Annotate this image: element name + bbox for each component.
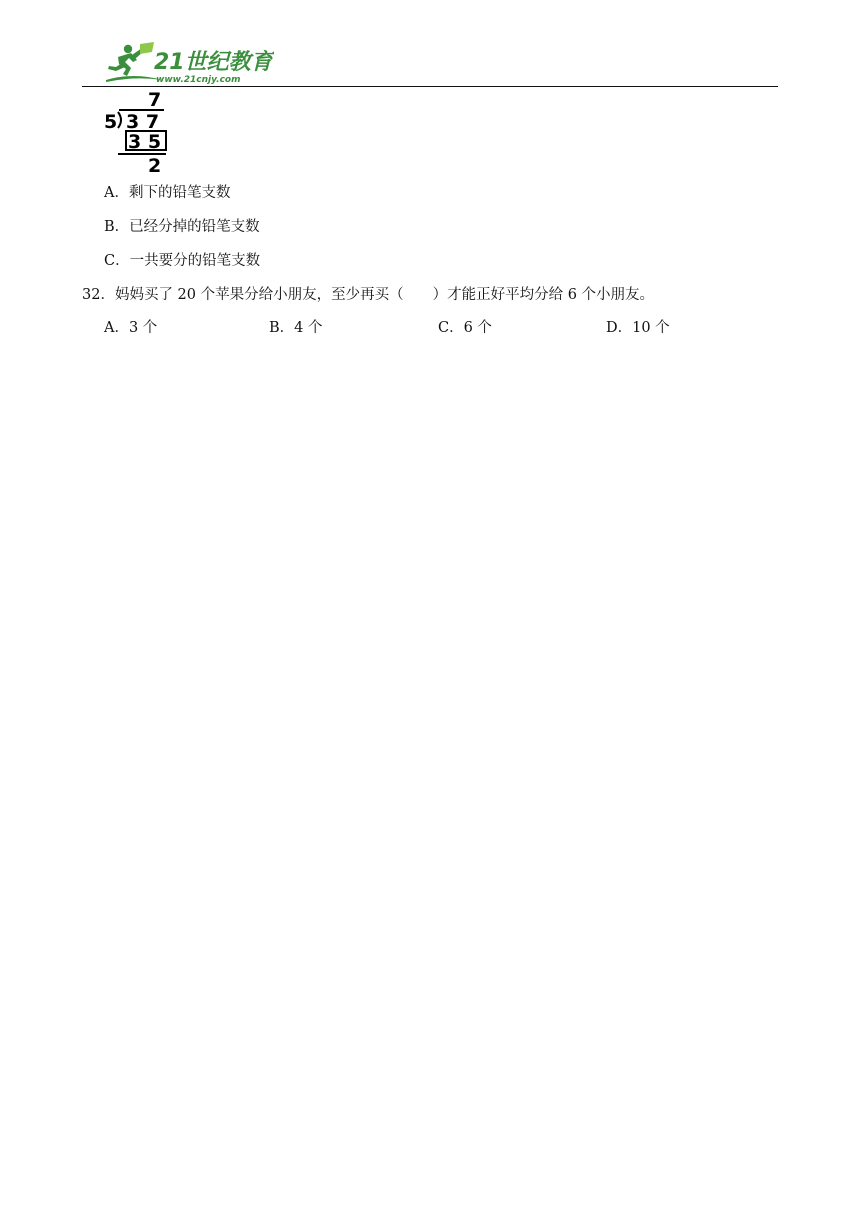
- q32-options: [104, 318, 744, 338]
- header-divider: [82, 86, 778, 87]
- page-header: [0, 0, 860, 90]
- logo-text: 21世纪教育: [154, 50, 273, 75]
- division-product: 3 5: [128, 131, 162, 153]
- q32-option-d: D．10 个: [606, 320, 670, 336]
- division-divisor: 5: [104, 111, 118, 133]
- swoosh-icon: [106, 76, 162, 82]
- q32-option-b: B．4 个: [269, 320, 323, 336]
- q31-option-a: A．剩下的铅笔支数: [104, 185, 231, 201]
- division-quotient: 7: [148, 89, 162, 111]
- runner-icon: [108, 45, 144, 76]
- q32-option-c: C．6 个: [438, 320, 492, 336]
- division-bracket: [118, 112, 121, 128]
- division-dividend: 3 7: [126, 111, 160, 133]
- q32-option-a: A．3 个: [104, 320, 158, 336]
- flag-icon: [140, 42, 154, 54]
- division-remainder: 2: [148, 155, 162, 174]
- long-division-figure: [102, 88, 174, 174]
- q31-option-c: C．一共要分的铅笔支数: [104, 253, 261, 269]
- q31-option-b: B．已经分掉的铅笔支数: [104, 219, 260, 235]
- logo-url: www.21cnjy.com: [156, 75, 241, 85]
- logo: [104, 40, 274, 86]
- q32-stem: 32．妈妈买了 20 个苹果分给小朋友，至少再买（ ）才能正好平均分给 6 个小朋友。: [82, 287, 655, 303]
